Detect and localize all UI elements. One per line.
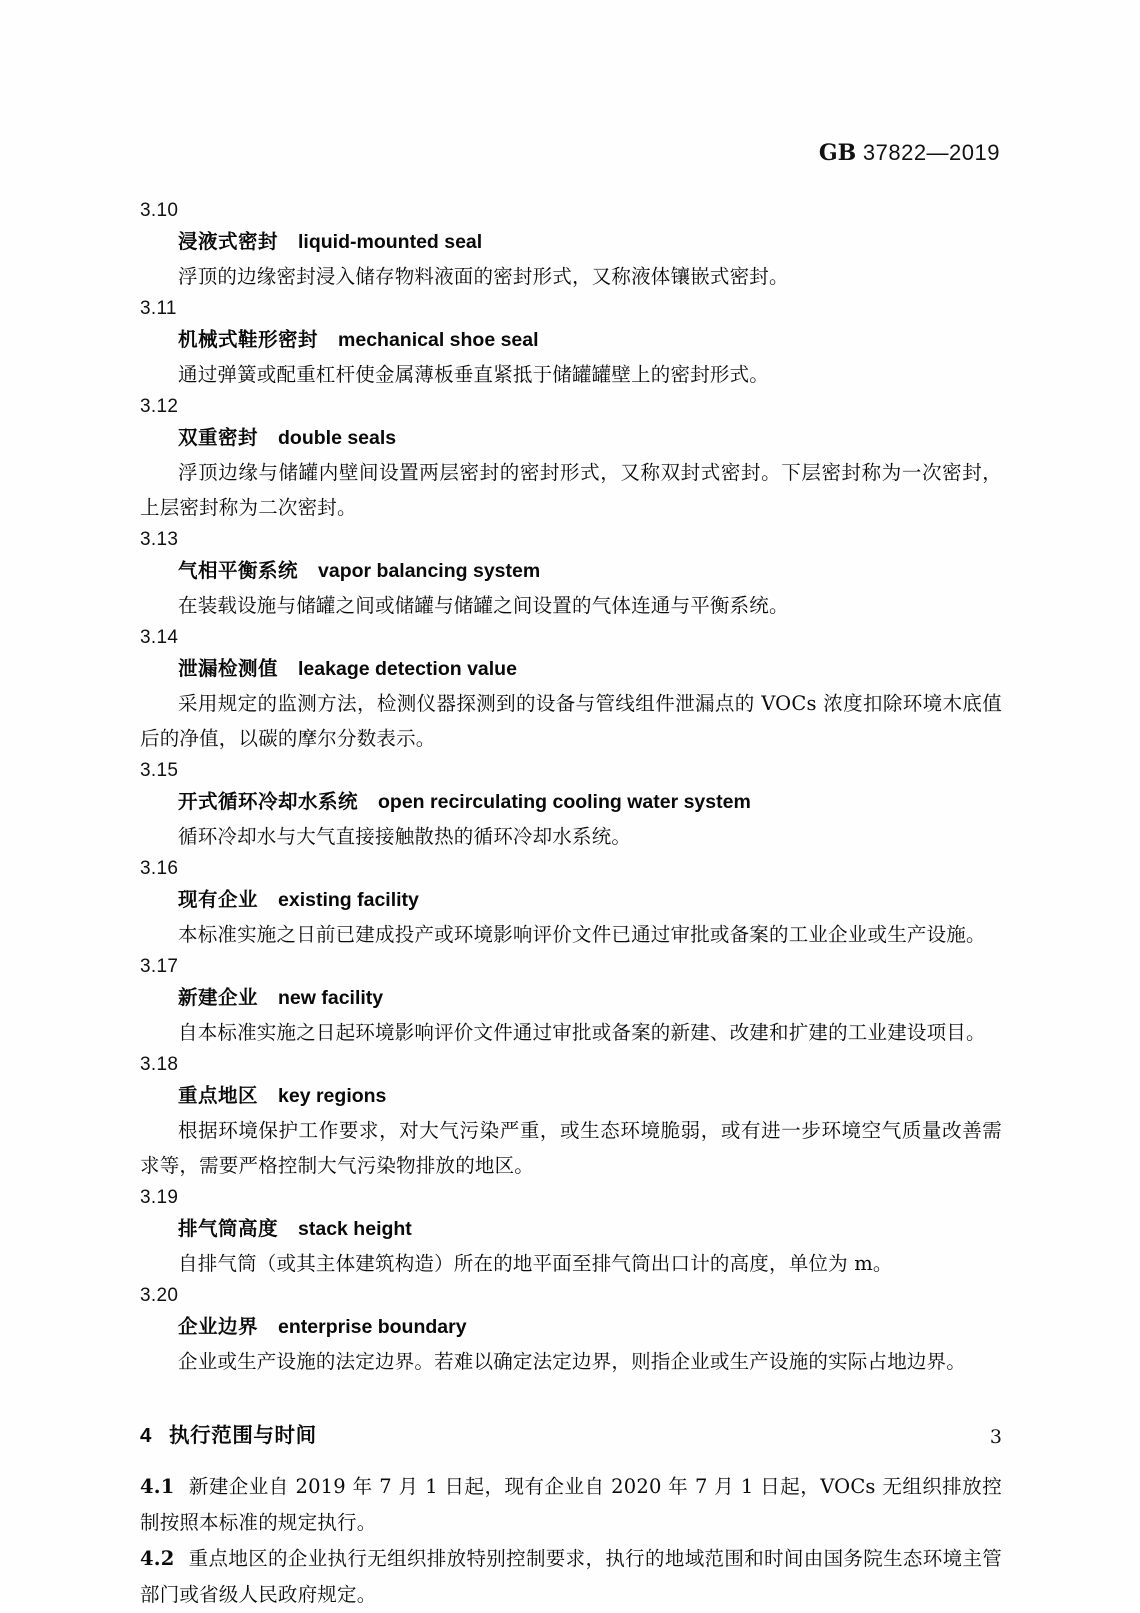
term-entry	[140, 952, 1002, 1050]
term-english: enterprise boundary	[278, 1316, 467, 1338]
term-entry	[140, 196, 1002, 294]
term-definition: 企业或生产设施的法定边界。若难以确定法定边界，则指企业或生产设施的实际占地边界。	[178, 1350, 967, 1373]
term-chinese: 现有企业	[178, 889, 259, 911]
clause-number: 3.12	[140, 396, 179, 417]
term-definition: 自排气筒（或其主体建筑构造）所在的地平面至排气筒出口计的高度，单位为 m。	[178, 1252, 893, 1275]
term-entry	[140, 854, 1002, 952]
clause-number: 3.14	[140, 627, 179, 648]
term-definition: 通过弹簧或配重杠杆使金属薄板垂直紧抵于储罐罐壁上的密封形式。	[178, 363, 770, 386]
term-definition: 本标准实施之日前已建成投产或环境影响评价文件已通过审批或备案的工业企业或生产设施。	[178, 923, 986, 946]
term-chinese: 排气筒高度	[178, 1218, 279, 1240]
term-definition: 自本标准实施之日起环境影响评价文件通过审批或备案的新建、改建和扩建的工业建设项目。	[178, 1021, 986, 1044]
paragraph	[140, 1469, 1002, 1541]
term-english: open recirculating cooling water system	[378, 791, 751, 813]
term-chinese: 重点地区	[178, 1085, 259, 1107]
clause-number: 3.10	[140, 200, 179, 221]
page-header	[140, 140, 1000, 166]
term-entry	[140, 1050, 1002, 1183]
term-heading	[178, 982, 1002, 1015]
term-chinese: 新建企业	[178, 987, 259, 1009]
term-heading	[178, 555, 1002, 588]
term-english: liquid-mounted seal	[298, 231, 483, 253]
clause-number: 3.18	[140, 1054, 179, 1075]
term-heading	[178, 884, 1002, 917]
term-definition: 采用规定的监测方法，检测仪器探测到的设备与管线组件泄漏点的 VOCs 浓度扣除环境木底值后的净值，以碳的摩尔分数表示。	[140, 692, 1002, 750]
term-entry	[140, 623, 1002, 756]
standard-number: 37822—2019	[862, 140, 1000, 165]
term-english: vapor balancing system	[318, 560, 541, 582]
clause-number: 3.17	[140, 956, 179, 977]
standard-prefix: GB	[818, 140, 857, 166]
term-entry	[140, 756, 1002, 854]
paragraph-number: 4.2	[140, 1547, 175, 1570]
clause-number: 3.16	[140, 858, 179, 879]
term-entry	[140, 392, 1002, 525]
document-body	[140, 196, 1002, 1613]
term-definition: 浮顶边缘与储罐内壁间设置两层密封的密封形式，又称双封式密封。下层密封称为一次密封，上层密封称为二次密封。	[140, 461, 1002, 519]
paragraph-text: 重点地区的企业执行无组织排放特别控制要求，执行的地域范围和时间由国务院生态环境主管部门或省级人民政府规定。	[140, 1547, 1002, 1606]
clause-number: 3.19	[140, 1187, 179, 1208]
term-definition: 循环冷却水与大气直接接触散热的循环冷却水系统。	[178, 825, 632, 848]
term-heading	[178, 1080, 1002, 1113]
paragraph-number: 4.1	[140, 1475, 175, 1498]
section-number: 4	[140, 1424, 153, 1447]
clause-number: 3.15	[140, 760, 179, 781]
term-chinese: 企业边界	[178, 1316, 259, 1338]
term-chinese: 气相平衡系统	[178, 560, 299, 582]
term-chinese: 浸液式密封	[178, 231, 279, 253]
term-entry	[140, 1183, 1002, 1281]
term-chinese: 泄漏检测值	[178, 658, 279, 680]
term-entry	[140, 525, 1002, 623]
term-heading	[178, 226, 1002, 259]
term-english: mechanical shoe seal	[338, 329, 539, 351]
term-english: leakage detection value	[298, 658, 517, 680]
term-english: double seals	[278, 427, 397, 449]
term-heading	[178, 422, 1002, 455]
clause-number: 3.20	[140, 1285, 179, 1306]
term-english: stack height	[298, 1218, 412, 1240]
term-english: new facility	[278, 987, 384, 1009]
term-definition: 浮顶的边缘密封浸入储存物料液面的密封形式，又称液体镶嵌式密封。	[178, 265, 789, 288]
term-heading	[178, 324, 1002, 357]
term-entry	[140, 1281, 1002, 1379]
paragraph	[140, 1541, 1002, 1613]
term-heading	[178, 1213, 1002, 1246]
term-heading	[178, 653, 1002, 686]
section-title: 执行范围与时间	[169, 1424, 317, 1447]
term-chinese: 开式循环冷却水系统	[178, 791, 359, 813]
page-number: 3	[989, 1426, 1002, 1448]
clause-number: 3.13	[140, 529, 179, 550]
term-definition: 在装载设施与储罐之间或储罐与储罐之间设置的气体连通与平衡系统。	[178, 594, 789, 617]
term-entry	[140, 294, 1002, 392]
paragraph-text: 新建企业自 2019 年 7 月 1 日起，现有企业自 2020 年 7 月 1 日起，VOCs 无组织排放控制按照本标准的规定执行。	[140, 1475, 1002, 1534]
term-chinese: 机械式鞋形密封	[178, 329, 319, 351]
term-definition: 根据环境保护工作要求，对大气污染严重，或生态环境脆弱，或有进一步环境空气质量改善需求等，需要严格控制大气污染物排放的地区。	[140, 1119, 1002, 1177]
term-heading	[178, 1311, 1002, 1344]
term-english: key regions	[278, 1085, 387, 1107]
term-english: existing facility	[278, 889, 419, 911]
clause-number: 3.11	[140, 298, 177, 319]
term-heading	[178, 786, 1002, 819]
term-chinese: 双重密封	[178, 427, 259, 449]
